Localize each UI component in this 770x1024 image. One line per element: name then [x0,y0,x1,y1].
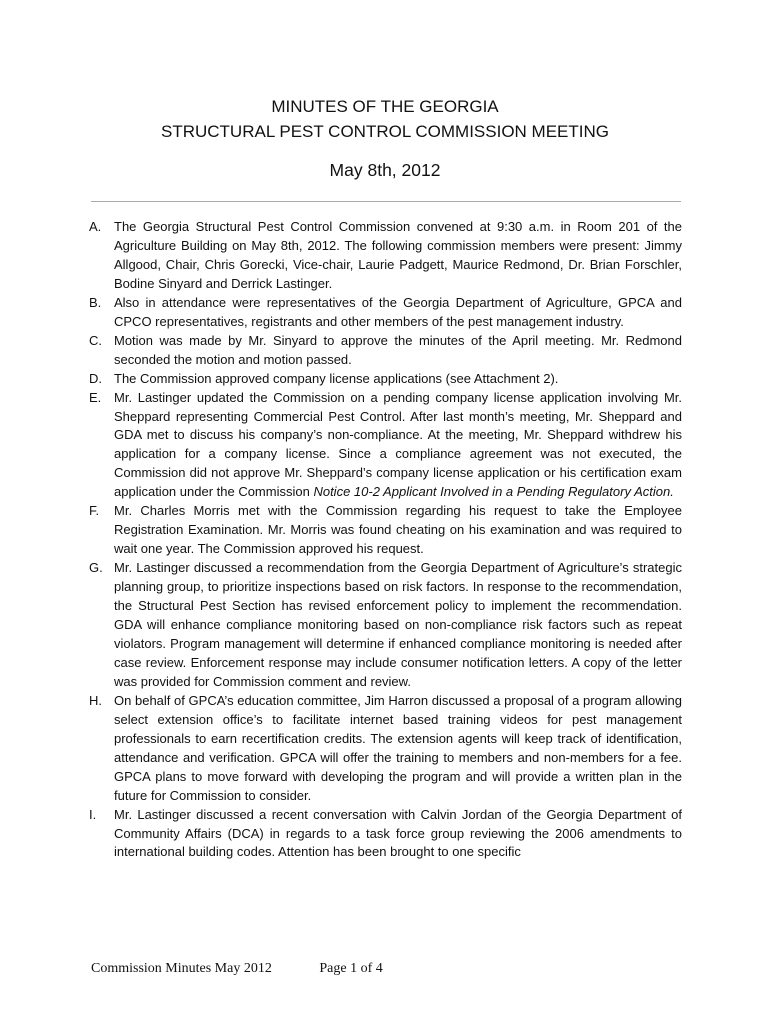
minutes-item-g [89,559,682,692]
horizontal-divider [91,201,681,202]
minutes-item-d [89,370,682,389]
item-marker: D. [89,370,102,386]
item-marker: I. [89,806,97,822]
item-marker: H. [89,692,102,708]
minutes-item-h [89,692,682,806]
item-text: Mr. Lastinger discussed a recent conversation with Calvin Jordan of the Georgia Department of Community Affairs (DCA) in regards to a task force group reviewing the 2006 amendments to international building codes. Attention has been brought to one specific [114,806,682,860]
footer-document-label: Commission Minutes May 2012 [91,961,272,976]
minutes-item-a [89,218,682,294]
item-text: Motion was made by Mr. Sinyard to approve the minutes of the April meeting. Mr. Redmond seconded the motion and motion passed. [114,332,682,367]
minutes-item-b [89,294,682,332]
document-title [0,94,770,183]
item-text: Mr. Charles Morris met with the Commission regarding his request to take the Employee Registration Examination. Mr. Morris was found cheating on his examination and was required to wait one year. The Commission approved his request. [114,503,682,557]
minutes-item-e [89,389,682,503]
title-line-1: MINUTES OF THE GEORGIA [271,97,499,116]
page-number: Page 1 of 4 [319,961,383,976]
item-marker: F. [89,503,100,519]
minutes-item-f [89,502,682,559]
item-marker: G. [89,560,103,576]
item-marker: E. [89,389,102,405]
minutes-list [89,218,682,862]
item-marker: A. [89,219,102,234]
item-text: Also in attendance were representatives of the Georgia Department of Agriculture, GPCA and CPCO representatives, registrants and other members of the pest management industry. [114,294,682,329]
item-marker: B. [89,294,102,310]
meeting-date: May 8th, 2012 [329,160,441,180]
page-footer [91,960,383,978]
item-text: Mr. Lastinger updated the Commission on a pending company license application involving Mr. Sheppard representing Commercial Pest Control. After last month’s meeting, Mr. Sheppard and GDA met to discuss his company’s non-compliance. At the meeting, Mr. Sheppard withdrew his application for a company license. Since a compliance agreement was not executed, the Commission did not approve Mr. Sheppard’s company license application or his certification exam application under the Commission [114,389,682,500]
notice-reference: Notice 10-2 Applicant Involved in a Pending Regulatory Action. [313,484,674,500]
minutes-item-i [89,806,682,863]
item-marker: C. [89,332,102,348]
item-text: On behalf of GPCA’s education committee, Jim Harron discussed a proposal of a program allowing select extension office’s to facilitate internet based training videos for pest management professionals to earn recertification credits. The extension agents will keep track of identification, attendance and verification. GPCA will offer the training to members and non-members for a fee. GPCA plans to move forward with developing the program and will provide a written plan in the future for Commission to consider. [114,692,682,803]
title-line-2: STRUCTURAL PEST CONTROL COMMISSION MEETING [160,122,610,141]
item-text: Mr. Lastinger discussed a recommendation from the Georgia Department of Agriculture’s strategic planning group, to prioritize inspections based on risk factors. In response to the recommendation, the Structural Pest Section has revised enforcement policy to implement the recommendation. GDA will enhance compliance monitoring based on non-compliance risk factors such as repeat violators. Program management will determine if enhanced compliance monitoring is needed after case review. Enforcement response may include consumer notification letters. A copy of the letter was provided for Commission comment and review. [114,560,682,689]
item-text: The Georgia Structural Pest Control Commission convened at 9:30 a.m. in Room 201 of the Agriculture Building on May 8th, 2012. The following commission members were present: Jimmy Allgood, Chair, Chris Gorecki, Vice-chair, Laurie Padgett, Maurice Redmond, Dr. Brian Forschler, Bodine Sinyard and Derrick Lastinger. [114,219,682,291]
item-text: The Commission approved company license applications (see Attachment 2). [114,370,559,386]
minutes-item-c [89,332,682,370]
